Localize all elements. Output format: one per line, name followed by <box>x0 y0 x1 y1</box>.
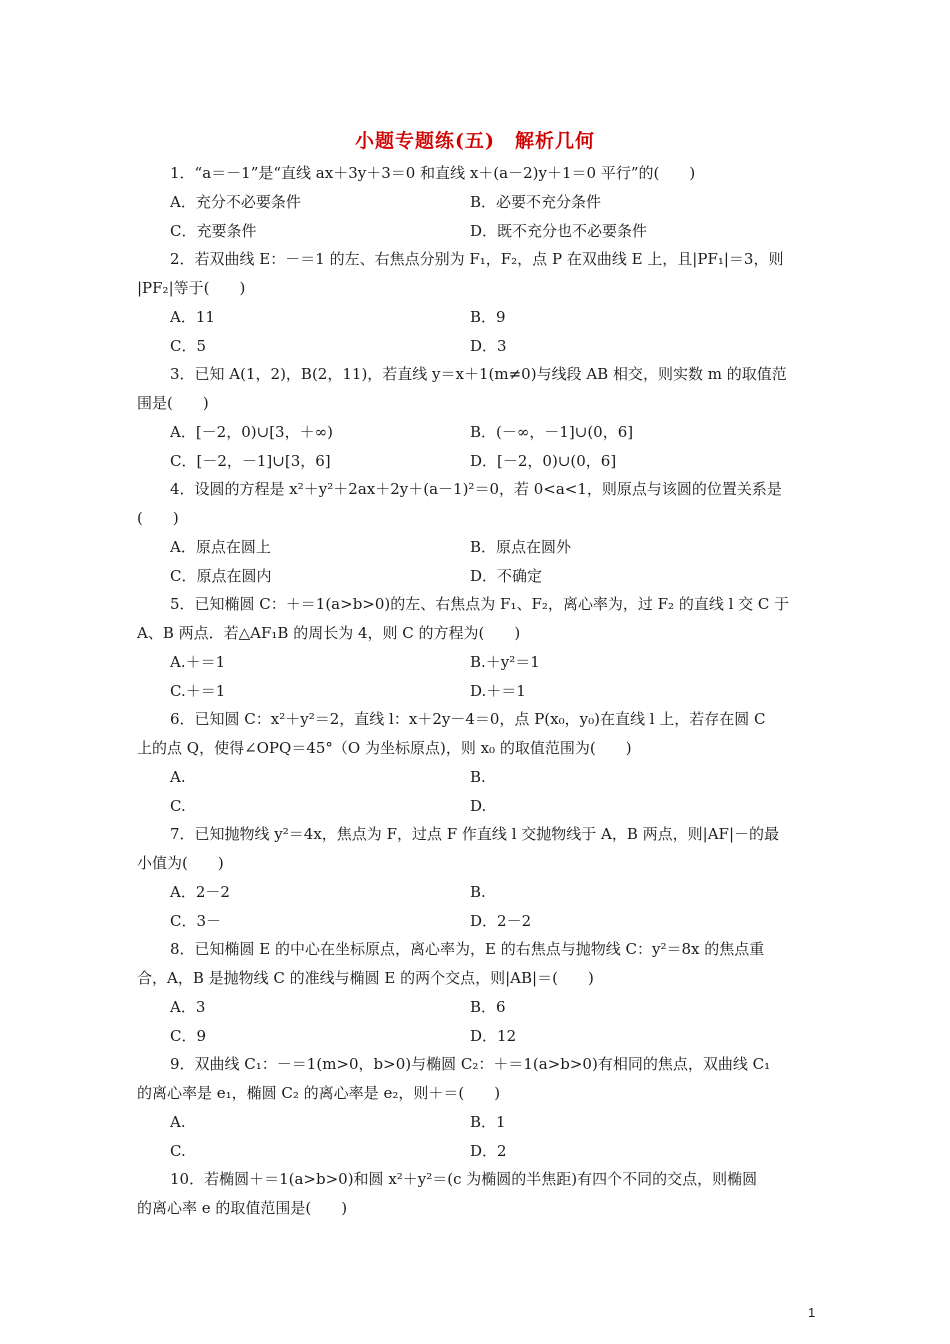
answer-option: D．2 <box>470 1142 507 1160</box>
question-text-line: 围是( ) <box>137 394 209 412</box>
answer-option: D. <box>470 797 487 815</box>
question-text-line: 4．设圆的方程是 x²＋y²＋2ax＋2y＋(a－1)²＝0，若 0<a<1，则原点与该圆的位置关系是 <box>170 480 782 498</box>
question-text-line: 7．已知抛物线 y²＝4x，焦点为 F，过点 F 作直线 l 交抛物线于 A，B 两点，则|AF|－的最 <box>170 825 779 843</box>
answer-option: D.＋＝1 <box>470 682 526 700</box>
answer-option: D．2－2 <box>470 912 532 930</box>
page-number: 1 <box>808 1305 816 1320</box>
question-text-line: 合，A，B 是抛物线 C 的准线与椭圆 E 的两个交点，则|AB|＝( ) <box>137 969 594 987</box>
answer-option: D．3 <box>470 337 507 355</box>
question-text-line: 的离心率是 e₁，椭圆 C₂ 的离心率是 e₂，则＋＝( ) <box>137 1084 501 1102</box>
answer-option: C．充要条件 <box>170 222 257 240</box>
question-text-line: 的离心率 e 的取值范围是( ) <box>137 1199 348 1217</box>
question-text-line: 3．已知 A(1，2)，B(2，11)，若直线 y＝x＋1(m≠0)与线段 AB 相交，则实数 m 的取值范 <box>170 365 787 383</box>
answer-option: A．11 <box>170 308 215 326</box>
answer-option: C．3－ <box>170 912 222 930</box>
answer-option: B．9 <box>470 308 506 326</box>
question-text-line: A、B 两点．若△AF₁B 的周长为 4，则 C 的方程为( ) <box>137 624 521 642</box>
question-text-line: ( ) <box>137 509 179 527</box>
answer-option: B．原点在圆外 <box>470 538 572 556</box>
answer-option: B．6 <box>470 998 506 1016</box>
answer-option: A．原点在圆上 <box>170 538 271 556</box>
answer-option: C. <box>170 1142 186 1160</box>
answer-option: C. <box>170 797 186 815</box>
answer-option: D．不确定 <box>470 567 543 585</box>
answer-option: D．[－2，0)∪(0，6] <box>470 452 617 470</box>
answer-option: C．5 <box>170 337 207 355</box>
answer-option: D．既不充分也不必要条件 <box>470 222 648 240</box>
answer-option: B．必要不充分条件 <box>470 193 602 211</box>
page-title: 小题专题练(五) 解析几何 <box>355 130 595 152</box>
answer-option: C．[－2，－1]∪[3，6] <box>170 452 331 470</box>
question-text-line: 5．已知椭圆 C：＋＝1(a>b>0)的左、右焦点为 F₁、F₂，离心率为，过 F₂ 的直线 l 交 C 于 <box>170 595 790 613</box>
answer-option: A．充分不必要条件 <box>170 193 301 211</box>
answer-option: B.＋y²＝1 <box>470 653 540 671</box>
question-text-line: 小值为( ) <box>137 854 224 872</box>
question-text-line: |PF₂|等于( ) <box>137 279 246 297</box>
answer-option: C．9 <box>170 1027 207 1045</box>
question-text-line: 8．已知椭圆 E 的中心在坐标原点，离心率为，E 的右焦点与抛物线 C：y²＝8x 的焦点重 <box>170 940 765 958</box>
question-text-line: 6．已知圆 C：x²＋y²＝2，直线 l：x＋2y－4＝0，点 P(x₀，y₀)在直线 l 上，若存在圆 C <box>170 710 766 728</box>
answer-option: B．(－∞，－1]∪(0，6] <box>470 423 634 441</box>
question-text-line: 10．若椭圆＋＝1(a>b>0)和圆 x²＋y²＝(c 为椭圆的半焦距)有四个不同的交点，则椭圆 <box>170 1170 758 1188</box>
question-text-line: 9．双曲线 C₁：－＝1(m>0，b>0)与椭圆 C₂：＋＝1(a>b>0)有相同的焦点，双曲线 C₁ <box>170 1055 771 1073</box>
answer-option: B. <box>470 768 486 786</box>
answer-option: A．[－2，0)∪[3，＋∞) <box>170 423 333 441</box>
answer-option: C.＋＝1 <box>170 682 226 700</box>
answer-option: C．原点在圆内 <box>170 567 272 585</box>
answer-option: B. <box>470 883 486 901</box>
answer-option: A. <box>170 768 186 786</box>
question-text-line: 上的点 Q，使得∠OPQ＝45°（O 为坐标原点)，则 x₀ 的取值范围为( ) <box>137 739 632 757</box>
answer-option: A.＋＝1 <box>170 653 226 671</box>
answer-option: A．2－2 <box>170 883 230 901</box>
answer-option: B．1 <box>470 1113 506 1131</box>
answer-option: A. <box>170 1113 186 1131</box>
answer-option: D．12 <box>470 1027 517 1045</box>
answer-option: A．3 <box>170 998 206 1016</box>
question-text-line: 2．若双曲线 E：－＝1 的左、右焦点分别为 F₁，F₂，点 P 在双曲线 E 上，且|PF₁|＝3，则 <box>170 250 784 268</box>
question-text-line: 1．“a＝－1”是“直线 ax＋3y＋3＝0 和直线 x＋(a－2)y＋1＝0 平行”的( ) <box>170 164 696 182</box>
